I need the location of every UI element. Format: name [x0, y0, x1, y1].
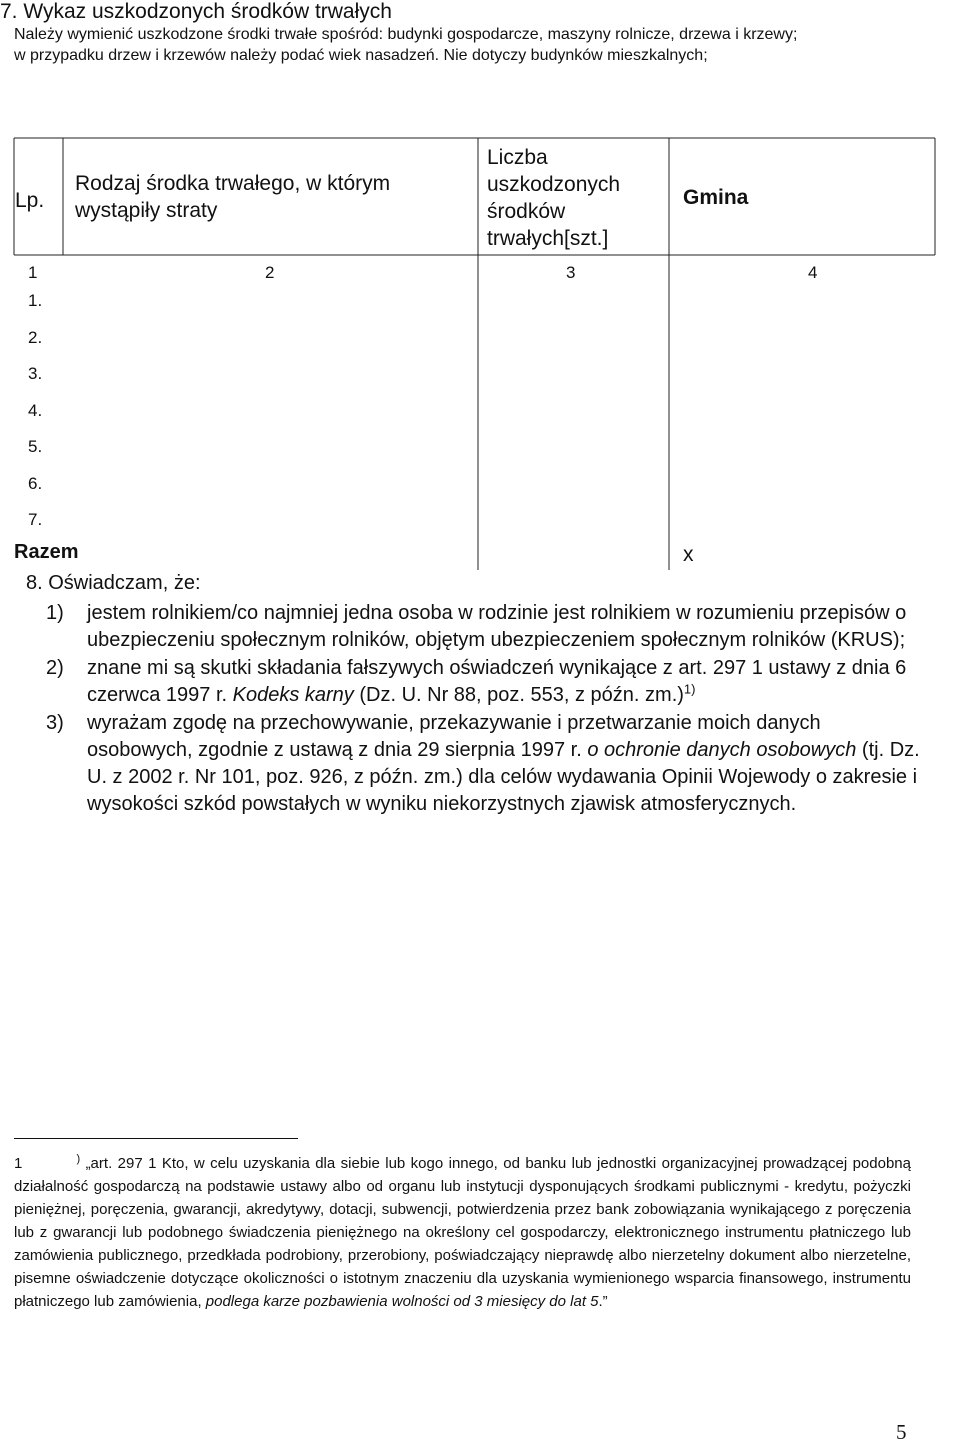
item-text-cont: (tj. Dz. U. z 2002 r. Nr 101, poz. 926, z późn. zm.) dla celów wydawania Opinii Wojewody o zakresie i wysokości szkód powstałych w wyniku niekorzystnych zjawisk atmosferycznych.: [87, 739, 920, 815]
row-number: 3.: [28, 364, 43, 383]
declaration-item-1: [46, 600, 926, 654]
row-number: 1.: [28, 291, 43, 310]
header-gmina: Gmina: [683, 186, 749, 209]
row-number: 4.: [28, 401, 43, 420]
header-count-line2: uszkodzonych: [487, 173, 621, 196]
header-asset-type-line2: wystąpiły straty: [75, 199, 218, 222]
col-number-1: 1: [28, 263, 38, 282]
item-text: znane mi są skutki składania fałszywych oświadczeń wynikające z art. 297 1 ustawy z dnia 6 czerwca 1997 r.: [87, 657, 907, 706]
footnote: [14, 1152, 911, 1313]
header-lp: Lp.: [15, 189, 45, 212]
row-number: 5.: [28, 437, 43, 456]
col-number-3: 3: [566, 263, 576, 282]
col-number-4: 4: [808, 263, 818, 282]
header-count: [487, 144, 620, 252]
footnote-ref: 1): [683, 681, 696, 697]
footnote-italic: podlega karze pozbawienia wolności od 3 miesięcy do lat 5: [205, 1293, 599, 1310]
section-8-title: 8. Oświadczam, że:: [26, 572, 201, 594]
declaration-item-3: [46, 710, 926, 818]
footnote-sup: ): [76, 1153, 81, 1165]
total-mark: x: [683, 543, 694, 566]
item-number: 3): [46, 712, 64, 734]
header-count-line4: trwałych[szt.]: [487, 227, 609, 250]
item-number: 2): [46, 657, 64, 679]
col-number-2: 2: [265, 263, 275, 282]
header-asset-type: [75, 170, 390, 224]
item-italic: Kodeks karny: [232, 684, 354, 706]
footnote-mark: 1: [14, 1155, 23, 1172]
header-count-line1: Liczba: [487, 146, 548, 169]
declaration-item-2: [46, 655, 926, 709]
row-number: 7.: [28, 510, 43, 529]
section-8-items: [46, 600, 926, 819]
damage-table-grid: [0, 0, 960, 570]
header-count-line3: środków: [487, 200, 566, 223]
row-number: 2.: [28, 328, 43, 347]
item-text: jestem rolnikiem/co najmniej jedna osoba w rodzinie jest rolnikiem w rozumieniu przepisów o ubezpieczeniu społecznym rolników, objętym ubezpieczeniem społecznym rolników (KRUS);: [87, 602, 907, 651]
footnote-separator: [14, 1138, 298, 1139]
footnote-end: .”: [598, 1293, 608, 1310]
item-number: 1): [46, 602, 64, 624]
footnote-text: „art. 297 1 Kto, w celu uzyskania dla siebie lub kogo innego, od banku lub jednostki organizacyjnej prowadzącej podobną działalność gospodarczą na podstawie ustawy albo od organu lub instytucji dysponujących środkami publicznymi - kredytu, pożyczki pieniężnej, poręczenia, gwarancji, akredytywy, dotacji, subwencji, potwierdzenia przez bank zobowiązania wynikającego z poręczenia lub z gwarancji lub podobnego świadczenia pieniężnego na określony cel gospodarczy, elektronicznego instrumentu płatniczego lub zamówienia publicznego, przedkłada podrobiony, przerobiony, poświadczający nieprawdę albo nierzetelny dokument albo nierzetelne, pisemne oświadczenie dotyczące okoliczności o istotnym znaczeniu dla uzyskania wymienionego wsparcia finansowego, instrumentu płatniczego lub zamówienia,: [14, 1155, 911, 1310]
item-text: wyrażam zgodę na przechowywanie, przekazywanie i przetwarzanie moich danych osobowych, zgodnie z ustawą z dnia 29 sierpnia 1997 r.: [87, 712, 821, 761]
item-text-cont: (Dz. U. Nr 88, poz. 553, z późn. zm.): [353, 684, 684, 706]
row-number: 6.: [28, 474, 43, 493]
section-7-desc-line1: Należy wymienić uszkodzone środki trwałe spośród: budynki gospodarcze, maszyny rolnicze, drzewa i krzewy;: [14, 26, 798, 43]
item-italic: o ochronie danych osobowych: [587, 739, 857, 761]
section-7-title: 7. Wykaz uszkodzonych środków trwałych: [0, 0, 392, 23]
page-number: 5: [896, 1420, 907, 1444]
section-7-desc-line2: w przypadku drzew i krzewów należy podać wiek nasadzeń. Nie dotyczy budynków mieszkalnych;: [14, 47, 708, 64]
header-asset-type-line1: Rodzaj środka trwałego, w którym: [75, 172, 391, 195]
total-label: Razem: [14, 541, 79, 563]
